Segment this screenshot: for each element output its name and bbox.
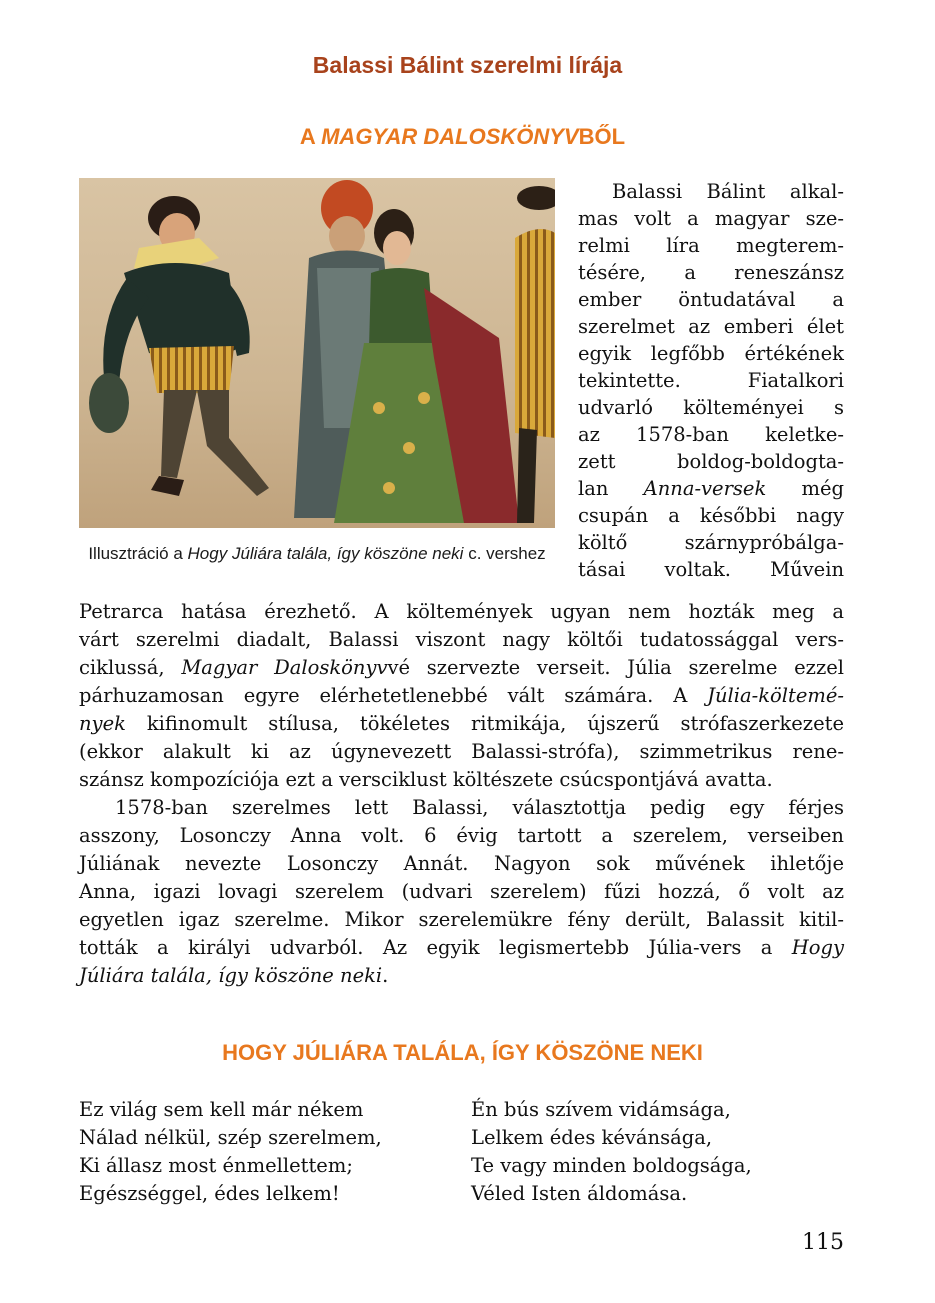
body-line: Júliának nevezte Losonczy Annát. Nagyon sok művének ihletője — [79, 852, 844, 875]
body-line — [79, 682, 844, 710]
body-line: (ekkor alakult ki az úgynevezett Balassi-strófa), szimmetrikus rene- — [79, 740, 844, 763]
side-line: zett boldog-boldogta- — [578, 450, 844, 473]
figure-caption — [79, 542, 555, 565]
side-line: csupán a későbbi nagy — [578, 504, 844, 527]
section-title — [0, 124, 925, 150]
section-title-italic: MAGYAR DALOSKÖNYV — [321, 124, 579, 149]
poem-line: Te vagy minden boldogsága, — [471, 1154, 752, 1177]
body-line — [79, 962, 844, 990]
body-line: Anna, igazi lovagi szerelem (udvari szerelem) fűzi hozzá, ő volt az — [79, 880, 844, 903]
side-line: mas volt a magyar sze- — [578, 207, 844, 230]
poem-stanza-right — [471, 1096, 752, 1208]
poem-line: Lelkem édes kévánsága, — [471, 1126, 713, 1149]
poem-line: Én bús szívem vidámsága, — [471, 1098, 731, 1121]
poem-line: Véled Isten áldomása. — [471, 1182, 688, 1205]
side-line: az 1578-ban keletke- — [578, 423, 844, 446]
side-line: udvarló költeményei s — [578, 396, 844, 419]
body-line — [79, 934, 844, 962]
body-line: Petrarca hatása érezhető. A költemények ugyan nem hozták meg a — [79, 600, 844, 623]
illustration-image — [79, 178, 555, 528]
body-line: várt szerelmi diadalt, Balassi viszont nagy költői tudatossággal vers- — [79, 628, 844, 651]
poem-title-ref-italic-end: Júliára talála, így köszöne neki — [79, 964, 383, 987]
body-line-part: párhuzamosan egyre elérhetetlenebbé vált számára. A — [79, 684, 708, 707]
section-title-suffix: BŐL — [578, 124, 626, 149]
side-line-part: még — [766, 477, 844, 500]
body-line-part: vé szervezte verseit. Júlia szerelme ezzel — [387, 656, 844, 679]
poem-line: Ez világ sem kell már nékem — [79, 1098, 364, 1121]
poem-stanza-left — [79, 1096, 382, 1208]
magyar-daloskonyv-italic: Magyar Daloskönyv — [181, 656, 388, 679]
side-line: ember öntudatával a — [578, 288, 844, 311]
anna-versek-italic: Anna-versek — [643, 477, 767, 500]
body-line-part: tották a királyi udvarból. Az egyik legismertebb Júlia-vers a — [79, 936, 792, 959]
julia-koltemenyek-italic-end: nyek — [79, 712, 126, 735]
side-line: Balassi Bálint alkal- — [612, 180, 844, 203]
body-line: asszony, Losonczy Anna volt. 6 évig tartott a szerelem, verseiben — [79, 824, 844, 847]
side-line: egyik legfőbb értékének — [578, 342, 844, 365]
side-line: költő szárnypróbálga- — [578, 531, 844, 554]
side-line: tésére, a reneszánsz — [578, 261, 844, 284]
side-line: tekintette. Fiatalkori — [578, 369, 844, 392]
poem-line: Nálad nélkül, szép szerelmem, — [79, 1126, 382, 1149]
body-line-part: ciklussá, — [79, 656, 182, 679]
caption-suffix: c. vershez — [463, 544, 546, 563]
side-line: relmi líra megterem- — [578, 234, 844, 257]
body-line-part: kifinomult stílusa, tökéletes ritmikája, újszerű strófaszerkezete — [125, 712, 844, 735]
illustration-figure — [79, 178, 555, 565]
body-line: 1578-ban szerelmes lett Balassi, választottja pedig egy férjes — [115, 796, 844, 819]
body-line — [79, 654, 844, 682]
running-head: Balassi Bálint szerelmi lírája — [312, 52, 623, 78]
julia-koltemenyek-italic: Júlia-költemé- — [707, 684, 844, 707]
poem-title-ref-italic: Hogy — [791, 936, 844, 959]
body-line-part: . — [382, 964, 389, 987]
poem-line: Egészséggel, édes lelkem! — [79, 1182, 340, 1205]
side-paragraph — [578, 178, 844, 583]
poem-title: HOGY JÚLIÁRA TALÁLA, ÍGY KÖSZÖNE NEKI — [222, 1040, 703, 1065]
caption-italic: Hogy Júliára talála, így köszöne neki — [187, 544, 464, 563]
section-title-prefix: A — [299, 124, 322, 149]
page-number: 115 — [802, 1230, 844, 1255]
side-line: szerelmet az emberi élet — [578, 315, 844, 338]
body-line: szánsz kompozíciója ezt a versciklust költészete csúcspontjává avatta. — [79, 768, 773, 791]
caption-prefix: Illusztráció a — [88, 544, 188, 563]
body-paragraphs — [79, 598, 844, 990]
side-line: tásai voltak. Művein — [578, 558, 844, 581]
poem-line: Ki állasz most énmellettem; — [79, 1154, 353, 1177]
body-line: egyetlen igaz szerelme. Mikor szerelemükre fény derült, Balassit kitil- — [79, 908, 844, 931]
side-line-part: lan — [578, 477, 644, 500]
side-line-mixed — [578, 475, 844, 502]
body-line — [79, 710, 844, 738]
